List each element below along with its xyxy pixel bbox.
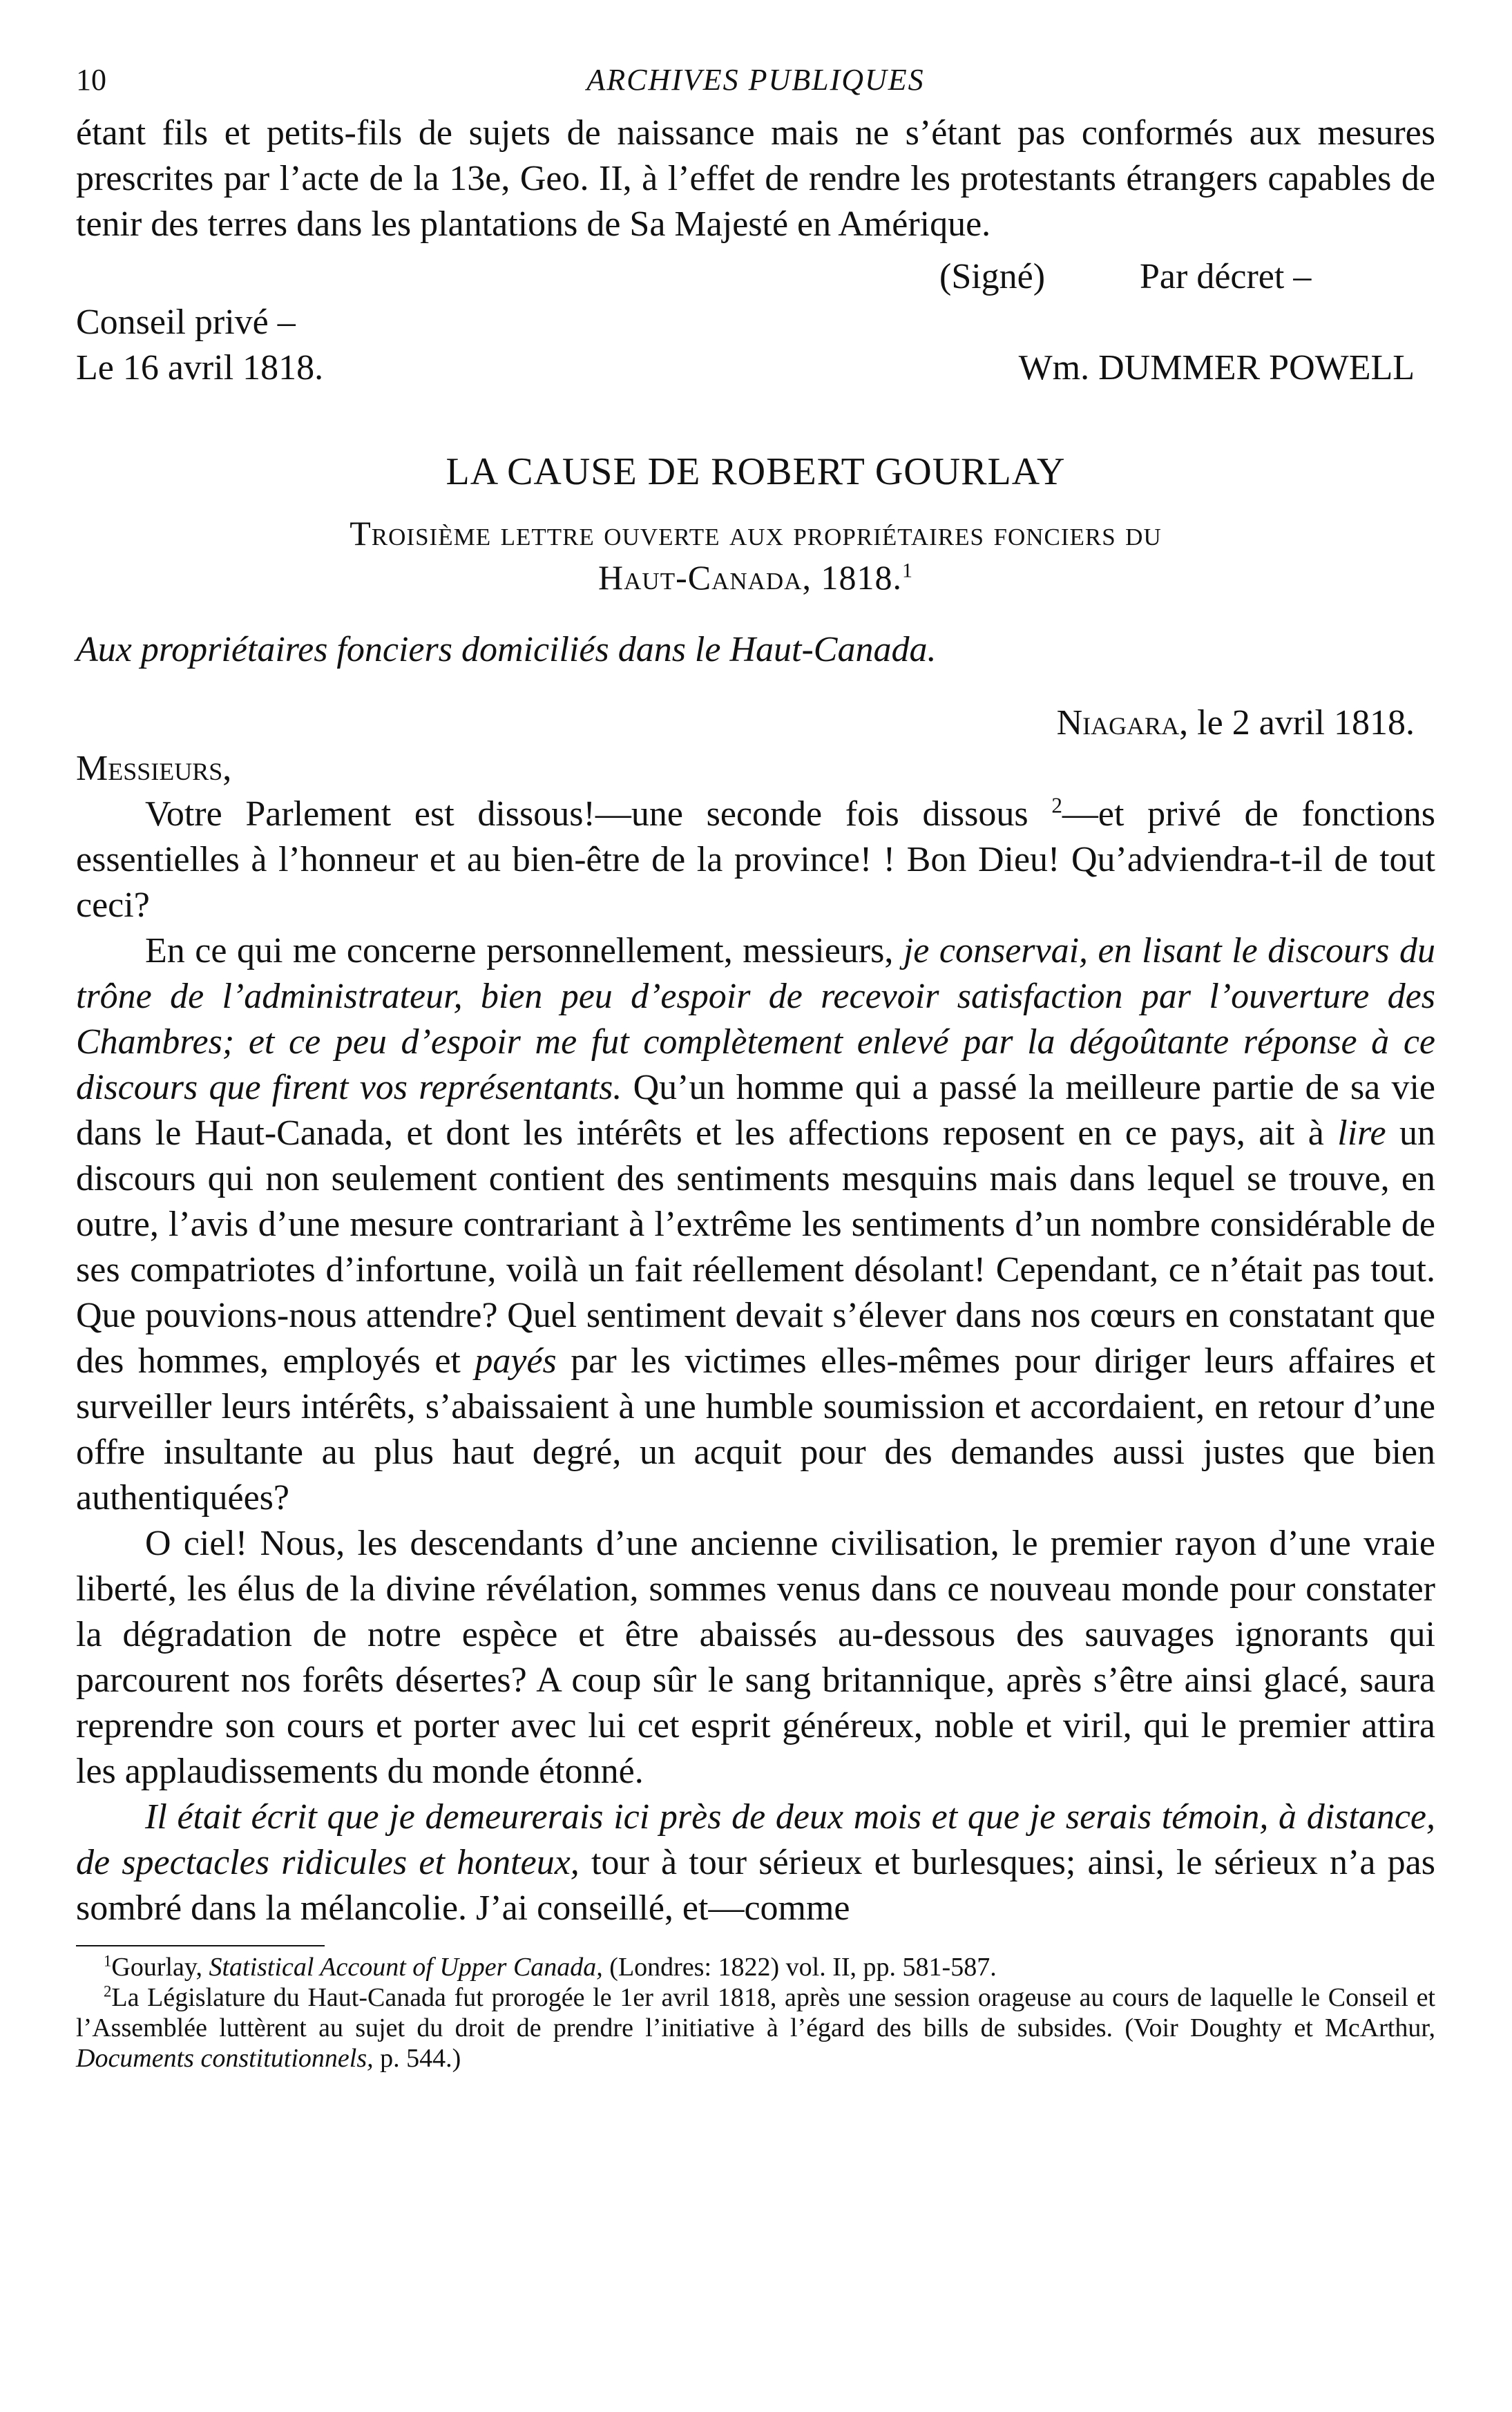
- p2-italic-1: je conservai, en lisant le discours du trône de l’administrateur, bien peu d’espoir de recevoir satisfaction par l’ouverture des Chambres; et ce peu d’espoir me fut complètement enlevé par la dégoûtante réponse à ce discours que firent vos représentants.: [76, 931, 1436, 1107]
- p1-text-a: Votre Parlement est dissous!—une seconde fois dissous: [145, 794, 1052, 834]
- footnote-ref-1: 1: [901, 559, 913, 582]
- signature-council: Conseil privé –: [76, 303, 296, 342]
- footnote-1: [76, 1952, 1435, 1982]
- footnote-2-italic: Documents constitutionnels,: [76, 2044, 374, 2073]
- p2-text-b: Qu’un homme qui a passé la meilleure partie de sa vie dans le Haut-Canada, et dont les intérêts et les affections reposent en ce pays, ait à: [76, 1068, 1436, 1153]
- footnote-2-number: 2: [104, 1982, 112, 2000]
- signature-signed: (Signé): [939, 257, 1046, 296]
- body-paragraph-1: [76, 792, 1435, 928]
- p2-italic-3: payés: [475, 1341, 557, 1381]
- footnote-2: [76, 1982, 1435, 2074]
- body-paragraph-3: O ciel! Nous, les descendants d’une ancienne civilisation, le premier rayon d’une vraie liberté, les élus de la divine révélation, sommes venus dans ce nouveau monde pour constater la dégradation de notre espèce et être abaissés au-dessous des sauvages ignorants qui parcourent nos forêts désertes? A coup sûr le sang britannique, après s’être ainsi glacé, saura reprendre son cours et porter avec lui cet esprit généreux, noble et viril, qui le premier attira les applaudissements du monde étonné.: [76, 1524, 1435, 1791]
- signature-block: [76, 254, 1435, 392]
- footnote-1-italic: Statistical Account of Upper Canada,: [209, 1953, 603, 1982]
- footnote-1-text-b: (Londres: 1822) vol. II, pp. 581-587.: [602, 1953, 997, 1982]
- p4-italic: Il était écrit que je demeurerais ici près de deux mois et que je serais témoin, à distance, de spectacles ridicules et honteux,: [76, 1797, 1435, 1882]
- letter-salutation: Messieurs,: [76, 749, 232, 788]
- body-paragraph-2: [76, 928, 1435, 1521]
- section-subtitle-line2: Haut-Canada, 1818.: [598, 558, 902, 597]
- dateline-date: le 2 avril 1818.: [1197, 703, 1415, 743]
- page-number: 10: [76, 63, 106, 97]
- p2-text-c: un discours qui non seulement contient des sentiments mesquins mais dans lequel se trouve, en outre, l’avis d’une mesure contrariant à l’extrême les sentiments d’un nombre considérable de ses compatriotes d’infortune, voilà un fait réellement désolant! Cependant, ce n’était pas tout. Que pouvions-nous attendre? Quel sentiment devait s’élever dans nos cœurs en constatant que des hommes, employés et: [76, 1113, 1435, 1381]
- footnote-2-text-b: p. 544.): [373, 2044, 461, 2073]
- p2-italic-2: lire: [1337, 1113, 1386, 1153]
- document-page: [76, 55, 1435, 2362]
- body-paragraph-4: [76, 1794, 1435, 1931]
- running-title: ARCHIVES PUBLIQUES: [586, 63, 925, 97]
- footnote-1-text-a: Gourlay,: [111, 1953, 209, 1982]
- opening-paragraph: étant fils et petits-fils de sujets de naissance mais ne s’étant pas conformés aux mesures prescrites par l’acte de la 13e, Geo. II, à l’effet de rendre les protestants étrangers capables de tenir des terres dans les plantations de Sa Majesté en Amérique.: [76, 113, 1435, 244]
- letter-address: Aux propriétaires fonciers domiciliés dans le Haut-Canada.: [76, 630, 937, 669]
- footnote-2-text-a: La Législature du Haut-Canada fut prorogée le 1er avril 1818, après une session orageuse au cours de laquelle le Conseil et l’Assemblée luttèrent au sujet du droit de prendre l’initiative à l’égard des bills de subsides. (Voir Doughty et McArthur,: [76, 1983, 1435, 2042]
- signature-name: Wm. DUMMER POWELL: [1018, 348, 1415, 387]
- dateline-place: Niagara,: [1056, 703, 1189, 743]
- footnote-1-number: 1: [104, 1952, 112, 1970]
- p4-text-a: tour à tour sérieux et burlesques; ainsi, le sérieux n’a pas sombré dans la mélancolie. J’ai conseillé, et—comme: [76, 1843, 1435, 1928]
- running-header: [76, 55, 1435, 111]
- signature-date: Le 16 avril 1818.: [76, 348, 324, 387]
- signature-by-decree: Par décret –: [1140, 257, 1312, 296]
- p2-text-d: par les victimes elles-mêmes pour diriger leurs affaires et surveiller leurs intérêts, s’abaissaient à une humble soumission et accordaient, en retour d’une offre insultante au plus haut degré, un acquit pour des demandes aussi justes que bien authentiquées?: [76, 1341, 1435, 1518]
- p1-text-b: —et privé de fonctions essentielles à l’honneur et au bien-être de la province! ! Bon Dieu! Qu’adviendra-t-il de tout ceci?: [76, 794, 1435, 925]
- footnote-ref-2: 2: [1051, 793, 1062, 818]
- footnote-divider: [76, 1945, 325, 1946]
- section-subtitle-line1: Troisième lettre ouverte aux propriétaires fonciers du: [350, 514, 1162, 553]
- section-subtitle: [76, 511, 1435, 600]
- letter-dateline: [76, 700, 1435, 746]
- section-title: LA CAUSE DE ROBERT GOURLAY: [446, 450, 1066, 493]
- p2-text-a: En ce qui me concerne personnellement, messieurs,: [145, 931, 903, 970]
